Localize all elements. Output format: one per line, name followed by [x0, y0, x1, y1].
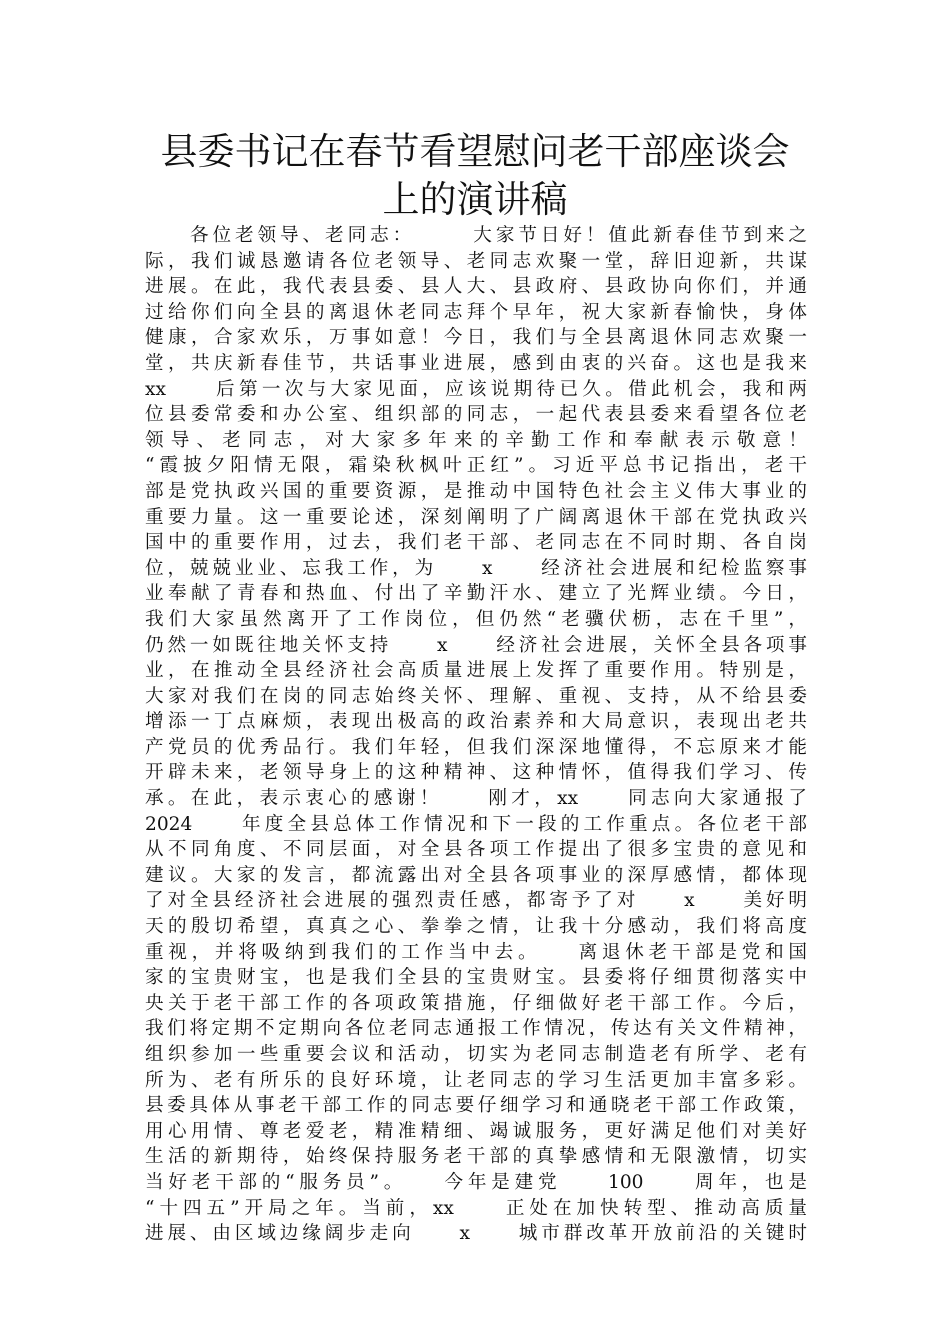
body-line: 大家对我们在岗的同志始终关怀、理解、重视、支持，从不给县委: [145, 685, 807, 707]
body-line: 当好老干部的“服务员”。 今年是建党 100 周年，也是: [145, 1171, 807, 1193]
body-line: 业，在推动全县经济社会高质量进展上发挥了重要作用。特别是，: [145, 660, 807, 682]
body-line: 进展、由区域边缘阔步走向 x 城市群改革开放前沿的关键时: [145, 1223, 807, 1245]
body-line: 我们大家虽然离开了工作岗位，但仍然“老骥伏枥，志在千里”，: [145, 608, 807, 630]
body-line: 生活的新期待，始终保持服务老干部的真挚感情和无限激情，切实: [145, 1146, 807, 1168]
body-line: “霞披夕阳情无限，霜染秋枫叶正红”。习近平总书记指出，老干: [145, 455, 807, 477]
body-line: “十四五”开局之年。当前，xx 正处在加快转型、推动高质量: [145, 1197, 807, 1219]
body-line: 产党员的优秀品行。我们年轻，但我们深深地懂得，不忘原来才能: [145, 736, 807, 758]
body-line: 进展。在此，我代表县委、县人大、县政府、县政协向你们，并通: [145, 276, 807, 298]
body-line: 重视，并将吸纳到我们的工作当中去。 离退休老干部是党和国: [145, 941, 807, 963]
body-line: 堂，共庆新春佳节，共话事业进展，感到由衷的兴奋。这也是我来: [145, 352, 807, 374]
body-line: 我们将定期不定期向各位老同志通报工作情况，传达有关文件精神，: [145, 1018, 807, 1040]
body-line: 县委具体从事老干部工作的同志要仔细学习和通晓老干部工作政策，: [145, 1095, 807, 1117]
body-line: 建议。大家的发言，都流露出对全县各项事业的深厚感情，都体现: [145, 864, 807, 886]
body-line: xx 后第一次与大家见面，应该说期待已久。借此机会，我和两: [145, 378, 807, 400]
document-body: [145, 223, 807, 1247]
body-line: 2024 年度全县总体工作情况和下一段的工作重点。各位老干部: [145, 813, 807, 835]
body-line: 天的殷切希望，真真之心、拳拳之情，让我十分感动，我们将高度: [145, 916, 807, 938]
body-line: 仍然一如既往地关怀支持 x 经济社会进展，关怀全县各项事: [145, 634, 807, 656]
body-line: 重要力量。这一重要论述，深刻阐明了广阔离退休干部在党执政兴: [145, 506, 807, 528]
body-line: 际，我们诚恳邀请各位老领导、老同志欢聚一堂，辞旧迎新，共谋: [145, 250, 807, 272]
body-line: 业奉献了青春和热血、付出了辛勤汗水、建立了光辉业绩。今日，: [145, 583, 807, 605]
body-line: 部是党执政兴国的重要资源，是推动中国特色社会主义伟大事业的: [145, 480, 807, 502]
body-line: 各位老领导、老同志： 大家节日好！值此新春佳节到来之: [145, 225, 807, 246]
body-line: 领导、老同志，对大家多年来的辛勤工作和奉献表示敬意！: [145, 429, 807, 451]
document-title: [100, 128, 850, 224]
body-line: 承。在此，表示衷心的感谢！ 刚才，xx 同志向大家通报了: [145, 788, 807, 810]
body-line: 了对全县经济社会进展的强烈责任感，都寄予了对 x 美好明: [145, 890, 807, 912]
body-line: 位县委常委和办公室、组织部的同志，一起代表县委来看望各位老: [145, 404, 807, 426]
body-line: 位，兢兢业业、忘我工作，为 x 经济社会进展和纪检监察事: [145, 557, 807, 579]
body-line: 健康，合家欢乐，万事如意！今日，我们与全县离退休同志欢聚一: [145, 327, 807, 349]
body-line: 家的宝贵财宝，也是我们全县的宝贵财宝。县委将仔细贯彻落实中: [145, 967, 807, 989]
body-line: 组织参加一些重要会议和活动，切实为老同志制造老有所学、老有: [145, 1044, 807, 1065]
body-line: 从不同角度、不同层面，对全县各项工作提出了很多宝贵的意见和: [145, 839, 807, 861]
body-line: 所为、老有所乐的良好环境，让老同志的学习生活更加丰富多彩。: [145, 1069, 807, 1091]
body-line: 增添一丁点麻烦，表现出极高的政治素养和大局意识，表现出老共: [145, 711, 807, 733]
body-line: 国中的重要作用，过去，我们老干部、老同志在不同时期、各自岗: [145, 532, 807, 554]
body-line: 开辟未来，老领导身上的这种精神、这种情怀，值得我们学习、传: [145, 762, 807, 784]
title-line: 上的演讲稿: [382, 178, 568, 221]
title-line: 县委书记在春节看望慰问老干部座谈会: [160, 130, 790, 173]
body-line: 过给你们向全县的离退休老同志拜个早年，祝大家新春愉快，身体: [145, 301, 807, 323]
body-line: 央关于老干部工作的各项政策措施，仔细做好老干部工作。今后，: [145, 992, 807, 1014]
body-line: 用心用情、尊老爱老，精准精细、竭诚服务，更好满足他们对美好: [145, 1120, 807, 1142]
